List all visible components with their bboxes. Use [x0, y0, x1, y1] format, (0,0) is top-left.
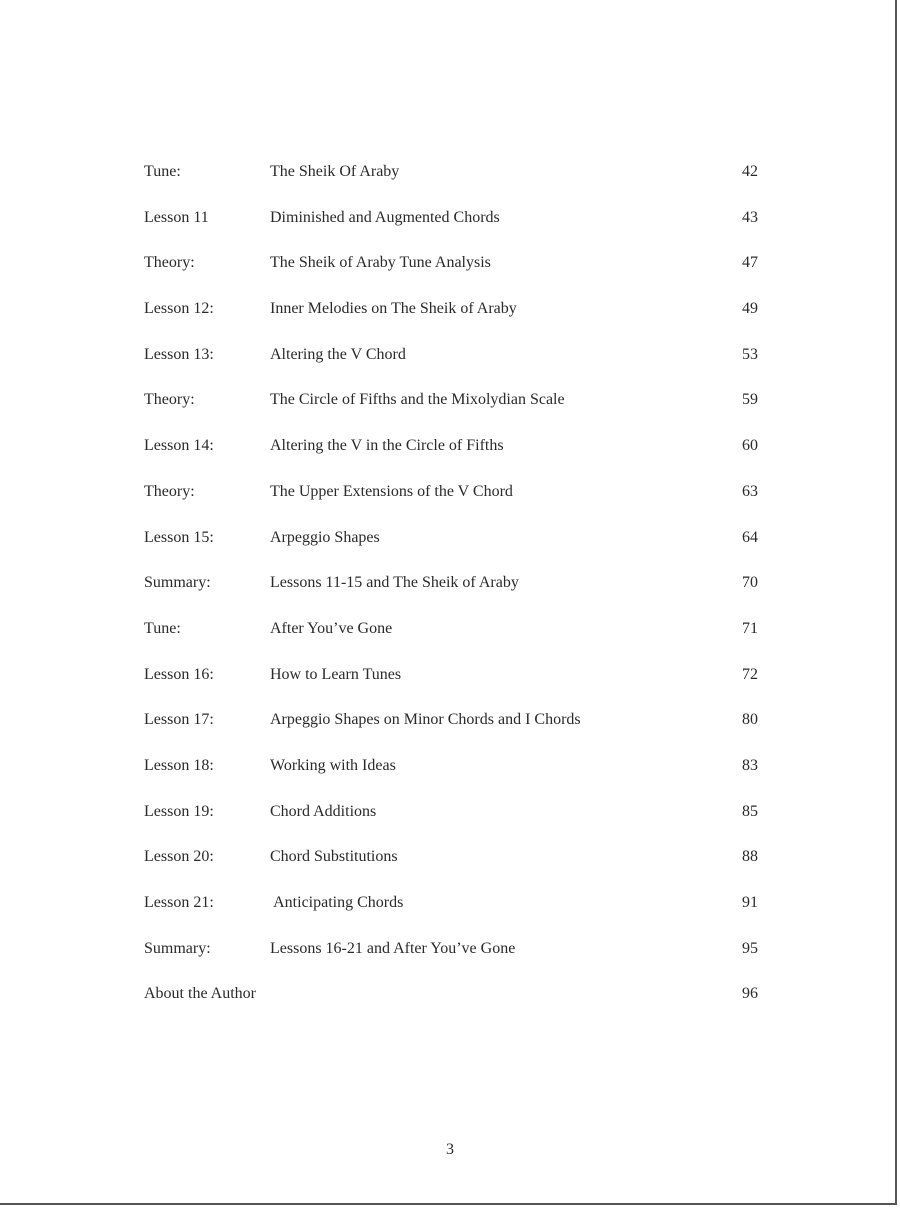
toc-entry-label: About the Author [144, 985, 256, 1003]
toc-entry-page-number: 47 [742, 254, 758, 272]
toc-entry-page-number: 63 [742, 482, 758, 500]
toc-entry-label: Theory: [144, 482, 195, 500]
toc-entry-page-number: 70 [742, 574, 758, 592]
toc-entry-page-number: 43 [742, 208, 758, 226]
toc-entry [144, 481, 760, 527]
toc-entry [144, 389, 760, 435]
toc-entry-label: Lesson 20: [144, 848, 214, 866]
toc-entry-title: Inner Melodies on The Sheik of Araby [270, 300, 517, 318]
toc-entry [144, 252, 760, 298]
toc-entry-label: Lesson 21: [144, 894, 214, 911]
page-number: 3 [446, 1141, 454, 1158]
toc-entry-label: Lesson 11 [144, 208, 209, 226]
toc-entry-title: Altering the V Chord [270, 345, 406, 363]
toc-entry-page-number: 96 [742, 985, 758, 1003]
toc-entry-page-number: 42 [742, 163, 758, 180]
toc-entry-label: Lesson 12: [144, 300, 214, 318]
toc-entry-label: Lesson 16: [144, 665, 214, 683]
toc-entry-title: Lessons 11-15 and The Sheik of Araby [270, 574, 519, 592]
toc-entry-title: Altering the V in the Circle of Fifths [270, 437, 504, 455]
toc-entry-page-number: 91 [742, 894, 758, 911]
toc-entry-title: After You’ve Gone [270, 619, 393, 637]
toc-entry-page-number: 80 [742, 711, 758, 729]
toc-entry-label: Lesson 19: [144, 802, 214, 820]
toc-entry-page-number: 72 [742, 665, 758, 683]
toc-entry-page-number: 64 [742, 528, 758, 546]
toc-entry [144, 618, 760, 664]
toc-entry-title: The Upper Extensions of the V Chord [270, 482, 513, 500]
toc-entry-title: Anticipating Chords [270, 894, 404, 911]
toc-entry-page-number: 95 [742, 939, 758, 957]
toc-entry [144, 572, 760, 618]
toc-entry [144, 755, 760, 801]
toc-entry [144, 801, 760, 847]
toc-entry [144, 846, 760, 892]
toc-entry-page-number: 85 [742, 802, 758, 820]
toc-entry [144, 435, 760, 481]
toc-entry-title: Lessons 16-21 and After You’ve Gone [270, 939, 516, 957]
toc-entry [144, 207, 760, 253]
toc-entry-label: Lesson 18: [144, 756, 214, 774]
toc-entry-label: Theory: [144, 391, 195, 409]
toc-entry [144, 664, 760, 710]
toc-entry [144, 298, 760, 344]
toc-entry [144, 527, 760, 573]
toc-entry [144, 161, 760, 207]
toc-entry-page-number: 59 [742, 391, 758, 409]
toc-entry-title: The Sheik Of Araby [270, 163, 400, 180]
toc-entry-label: Lesson 14: [144, 437, 214, 455]
toc-entry [144, 709, 760, 755]
toc-entry-label: Summary: [144, 574, 211, 592]
toc-entry-page-number: 53 [742, 345, 758, 363]
toc-entry-label: Lesson 13: [144, 345, 214, 363]
toc-entry [144, 344, 760, 390]
toc-entry-title: How to Learn Tunes [270, 665, 402, 683]
toc-entry-page-number: 60 [742, 437, 758, 455]
toc-entry-title: Chord Additions [270, 802, 377, 820]
toc-entry-title: Arpeggio Shapes [270, 528, 380, 546]
toc-entry-title: Chord Substitutions [270, 848, 398, 866]
toc-entry [144, 892, 760, 938]
toc-entry-title: Working with Ideas [270, 756, 396, 774]
toc-entry-title: Diminished and Augmented Chords [270, 208, 500, 226]
toc-entry-label: Tune: [144, 163, 181, 180]
toc-entry-page-number: 83 [742, 756, 758, 774]
toc-entry [144, 938, 760, 984]
toc-entry-page-number: 88 [742, 848, 758, 866]
toc-entry [144, 983, 760, 1029]
toc-entry-label: Summary: [144, 939, 211, 957]
toc-entry-title: Arpeggio Shapes on Minor Chords and I Chords [270, 711, 581, 729]
toc-entry-label: Tune: [144, 619, 181, 637]
toc-entry-label: Theory: [144, 254, 195, 272]
toc-entry-page-number: 49 [742, 300, 758, 318]
toc-entry-title: The Circle of Fifths and the Mixolydian Scale [270, 391, 565, 409]
toc-entry-title: The Sheik of Araby Tune Analysis [270, 254, 491, 272]
table-of-contents [144, 161, 760, 1029]
toc-entry-label: Lesson 15: [144, 528, 214, 546]
toc-entry-label: Lesson 17: [144, 711, 214, 729]
toc-entry-page-number: 71 [742, 619, 758, 637]
